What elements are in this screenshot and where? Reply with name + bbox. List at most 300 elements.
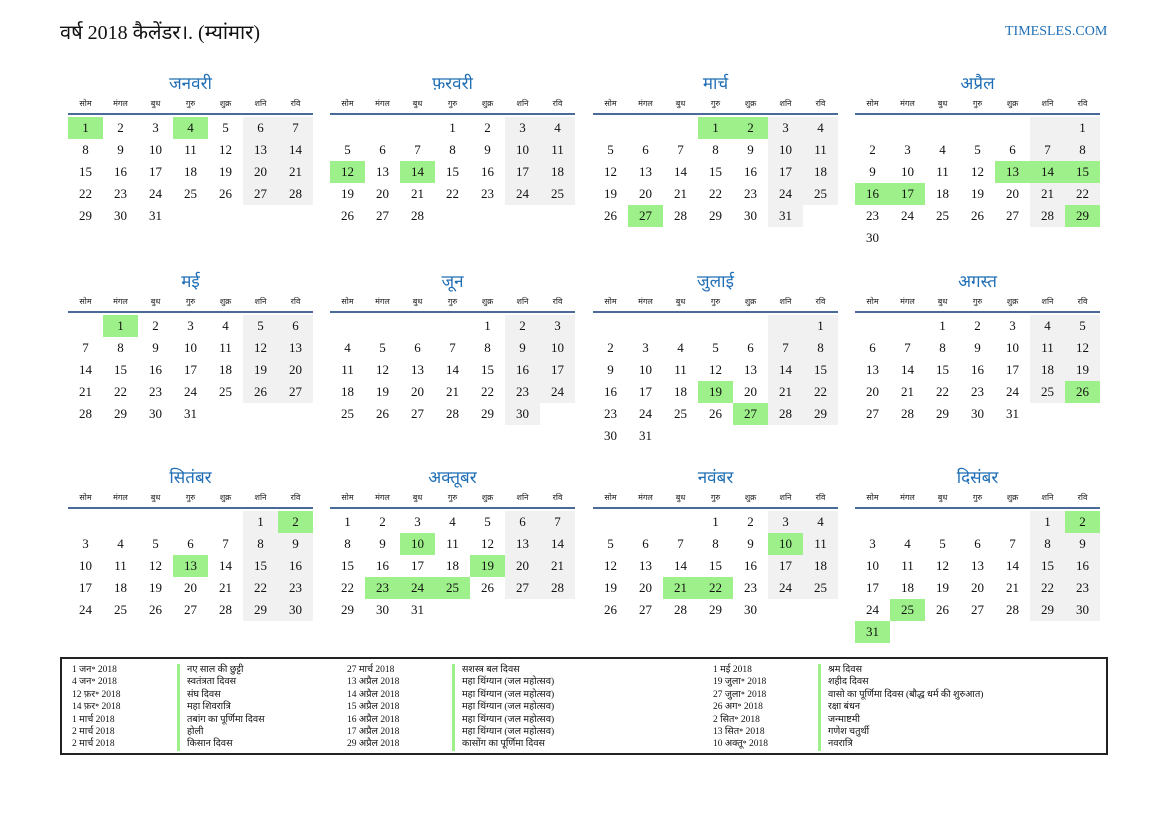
weekday-label: शुक्र xyxy=(219,297,232,306)
month-calendar xyxy=(330,271,575,425)
empty-cell xyxy=(330,315,365,337)
day-cell: 5 xyxy=(1065,315,1100,337)
holiday-marker xyxy=(177,664,180,676)
day-cell: 7 xyxy=(82,340,89,355)
holiday-name: गणेश चतुर्थी xyxy=(828,726,870,737)
day-cell: 12 xyxy=(481,536,494,551)
day-cell: 11 xyxy=(803,533,838,555)
weekday-label: मंगल xyxy=(638,297,653,306)
empty-cell xyxy=(890,315,925,337)
day-cell: 25 xyxy=(803,183,838,205)
weekday-label: बुध xyxy=(675,493,686,502)
day-cell: 25 xyxy=(890,599,925,621)
day-cell: 21 xyxy=(278,161,313,183)
day-cell: 17 xyxy=(540,359,575,381)
weekday-label: गुरु xyxy=(185,493,196,502)
day-cell: 20 xyxy=(505,555,540,577)
holiday-marker xyxy=(818,689,821,701)
day-cell: 15 xyxy=(803,359,838,381)
legend-column xyxy=(703,664,983,751)
day-cell: 20 xyxy=(971,580,984,595)
day-cell: 28 xyxy=(79,406,92,421)
holiday-row xyxy=(62,701,265,713)
day-cell: 23 xyxy=(278,577,313,599)
weekday-label: सोम xyxy=(866,99,879,108)
day-cell: 11 xyxy=(184,142,197,157)
holiday-name: सशस्त्र बल दिवस xyxy=(462,665,520,675)
day-cell: 4 xyxy=(904,536,911,551)
holiday-marker xyxy=(452,726,455,738)
holiday-name: कासोंग का पूर्णिमा दिवस xyxy=(462,739,545,750)
empty-cell xyxy=(855,315,890,337)
empty-cell xyxy=(925,117,960,139)
day-cell: 17 xyxy=(768,161,803,183)
day-cell: 22 xyxy=(698,577,733,599)
weekday-label: शनि xyxy=(1041,493,1054,502)
holiday-marker xyxy=(452,714,455,726)
day-cell: 6 xyxy=(243,117,278,139)
weekday-label: सोम xyxy=(79,99,92,108)
day-cell: 15 xyxy=(709,558,722,573)
holiday-row xyxy=(62,726,265,738)
weekday-label: रवि xyxy=(290,99,301,108)
weekday-label: शुक्र xyxy=(481,493,494,502)
month-name: नवंबर xyxy=(697,468,734,487)
holiday-name: महा थिंग्यान (जल महोत्सव) xyxy=(462,677,555,688)
day-cell: 18 xyxy=(803,555,838,577)
day-cell: 26 xyxy=(971,208,984,223)
day-cell: 16 xyxy=(855,183,890,205)
day-cell: 10 xyxy=(400,533,435,555)
day-cell: 13 xyxy=(278,337,313,359)
holiday-marker xyxy=(818,701,821,713)
day-cell: 3 xyxy=(540,315,575,337)
day-cell: 30 xyxy=(505,403,540,425)
weekday-label: रवि xyxy=(1077,99,1088,108)
day-cell: 17 xyxy=(890,183,925,205)
holiday-marker xyxy=(177,676,180,688)
day-cell: 12 xyxy=(709,362,722,377)
weekday-label: गुरु xyxy=(447,493,458,502)
day-cell: 22 xyxy=(1065,183,1100,205)
month-calendar xyxy=(855,271,1100,425)
holiday-date: 16 अप्रैल 2018 xyxy=(347,714,400,725)
weekday-header xyxy=(593,491,838,509)
day-cell: 13 xyxy=(639,558,652,573)
weekday-label: बुध xyxy=(412,297,423,306)
day-cell: 2 xyxy=(1065,511,1100,533)
weekday-header xyxy=(68,97,313,115)
day-cell: 29 xyxy=(803,403,838,425)
day-cell: 21 xyxy=(446,384,459,399)
weekday-label: शुक्र xyxy=(1006,297,1019,306)
holiday-name: वासो का पूर्णिमा दिवस (बौद्ध धर्म की शुरुआत) xyxy=(828,689,984,700)
day-cell: 20 xyxy=(278,359,313,381)
month-calendar xyxy=(330,73,575,227)
day-cell: 2 xyxy=(117,120,124,135)
day-cell: 24 xyxy=(866,602,879,617)
day-cell: 27 xyxy=(733,403,768,425)
day-cell: 6 xyxy=(642,536,649,551)
day-grid xyxy=(593,315,838,447)
day-cell: 1 xyxy=(1065,117,1100,139)
holiday-row xyxy=(337,726,554,738)
weekday-label: गुरु xyxy=(972,99,983,108)
day-cell: 29 xyxy=(79,208,92,223)
holiday-name: नए साल की छुट्टी xyxy=(187,665,244,675)
holiday-marker xyxy=(452,689,455,701)
weekday-label: रवि xyxy=(815,99,826,108)
holiday-name: महा शिवरात्रि xyxy=(187,702,231,713)
day-cell: 19 xyxy=(698,381,733,403)
holiday-marker xyxy=(452,676,455,688)
day-cell: 8 xyxy=(1065,139,1100,161)
weekday-label: मंगल xyxy=(900,493,915,502)
day-cell: 20 xyxy=(744,384,757,399)
day-cell: 23 xyxy=(744,580,757,595)
weekday-label: सोम xyxy=(341,493,354,502)
empty-cell xyxy=(733,315,768,337)
day-cell: 24 xyxy=(400,577,435,599)
day-cell: 13 xyxy=(744,362,757,377)
day-cell: 12 xyxy=(219,142,232,157)
day-cell: 8 xyxy=(117,340,124,355)
empty-cell xyxy=(593,511,628,533)
day-cell: 31 xyxy=(184,406,197,421)
day-cell: 30 xyxy=(376,602,389,617)
day-grid xyxy=(68,315,313,425)
day-cell: 11 xyxy=(901,558,914,573)
empty-cell xyxy=(365,315,400,337)
weekday-label: शनि xyxy=(1041,297,1054,306)
day-cell: 26 xyxy=(709,406,722,421)
empty-cell xyxy=(698,315,733,337)
day-cell: 17 xyxy=(505,161,540,183)
day-cell: 21 xyxy=(663,577,698,599)
day-cell: 30 xyxy=(971,406,984,421)
day-cell: 22 xyxy=(936,384,949,399)
day-cell: 26 xyxy=(376,406,389,421)
holiday-name: श्रम दिवस xyxy=(828,665,862,675)
holiday-date: 12 फ़र॰ 2018 xyxy=(72,689,121,700)
weekday-label: शुक्र xyxy=(1006,493,1019,502)
day-cell: 11 xyxy=(114,558,127,573)
day-cell: 20 xyxy=(639,580,652,595)
weekday-header xyxy=(593,295,838,313)
day-cell: 1 xyxy=(1030,511,1065,533)
weekday-label: मंगल xyxy=(638,99,653,108)
day-cell: 16 xyxy=(114,164,127,179)
day-cell: 8 xyxy=(712,142,719,157)
weekday-label: शुक्र xyxy=(744,297,757,306)
weekday-header xyxy=(855,97,1100,115)
day-cell: 14 xyxy=(674,558,687,573)
day-cell: 12 xyxy=(376,362,389,377)
day-cell: 13 xyxy=(376,164,389,179)
weekday-label: गुरु xyxy=(710,297,721,306)
day-cell: 1 xyxy=(344,514,351,529)
holiday-marker xyxy=(818,726,821,738)
empty-cell xyxy=(663,511,698,533)
empty-cell xyxy=(173,511,208,533)
day-cell: 4 xyxy=(449,514,456,529)
day-grid xyxy=(330,511,575,621)
weekday-label: रवि xyxy=(290,297,301,306)
weekday-label: सोम xyxy=(341,297,354,306)
day-cell: 19 xyxy=(243,359,278,381)
weekday-label: गुरु xyxy=(710,99,721,108)
day-cell: 19 xyxy=(936,580,949,595)
day-cell: 4 xyxy=(344,340,351,355)
day-cell: 23 xyxy=(114,186,127,201)
empty-cell xyxy=(1030,117,1065,139)
day-cell: 10 xyxy=(540,337,575,359)
day-cell: 13 xyxy=(411,362,424,377)
day-cell: 14 xyxy=(674,164,687,179)
holiday-row xyxy=(62,664,265,676)
day-cell: 7 xyxy=(540,511,575,533)
weekday-label: शनि xyxy=(254,99,267,108)
day-cell: 23 xyxy=(365,577,400,599)
day-cell: 18 xyxy=(341,384,354,399)
day-cell: 4 xyxy=(222,318,229,333)
day-cell: 20 xyxy=(866,384,879,399)
holiday-row xyxy=(62,714,265,726)
day-cell: 28 xyxy=(901,406,914,421)
day-cell: 30 xyxy=(149,406,162,421)
holiday-row xyxy=(62,738,265,750)
day-cell: 6 xyxy=(642,142,649,157)
month-name: फ़रवरी xyxy=(432,74,473,93)
day-cell: 22 xyxy=(243,577,278,599)
month-calendar xyxy=(68,73,313,227)
weekday-label: गुरु xyxy=(185,297,196,306)
day-cell: 16 xyxy=(149,362,162,377)
day-cell: 7 xyxy=(414,142,421,157)
day-cell: 25 xyxy=(219,384,232,399)
day-cell: 23 xyxy=(971,384,984,399)
day-cell: 15 xyxy=(1030,555,1065,577)
day-grid xyxy=(593,511,838,621)
empty-cell xyxy=(960,117,995,139)
weekday-label: मंगल xyxy=(113,297,128,306)
month-name: अप्रैल xyxy=(960,74,995,93)
day-cell: 19 xyxy=(604,580,617,595)
day-cell: 5 xyxy=(152,536,159,551)
holiday-date: 1 मार्च 2018 xyxy=(72,714,115,725)
day-cell: 16 xyxy=(971,362,984,377)
day-cell: 4 xyxy=(677,340,684,355)
day-cell: 27 xyxy=(505,577,540,599)
empty-cell xyxy=(628,117,663,139)
day-cell: 16 xyxy=(1065,555,1100,577)
day-grid xyxy=(330,315,575,425)
day-cell: 18 xyxy=(1030,359,1065,381)
day-cell: 27 xyxy=(184,602,197,617)
day-cell: 16 xyxy=(744,558,757,573)
day-cell: 28 xyxy=(1006,602,1019,617)
day-cell: 13 xyxy=(639,164,652,179)
day-cell: 19 xyxy=(219,164,232,179)
weekday-label: रवि xyxy=(552,297,563,306)
day-cell: 8 xyxy=(449,142,456,157)
day-cell: 22 xyxy=(446,186,459,201)
empty-cell xyxy=(995,117,1030,139)
day-cell: 3 xyxy=(152,120,159,135)
day-cell: 8 xyxy=(939,340,946,355)
day-cell: 23 xyxy=(149,384,162,399)
day-cell: 17 xyxy=(866,580,879,595)
weekday-label: शुक्र xyxy=(481,297,494,306)
day-cell: 12 xyxy=(1065,337,1100,359)
day-cell: 16 xyxy=(376,558,389,573)
day-cell: 24 xyxy=(768,577,803,599)
weekday-header xyxy=(593,97,838,115)
empty-cell xyxy=(330,117,365,139)
day-cell: 1 xyxy=(449,120,456,135)
weekday-label: सोम xyxy=(604,297,617,306)
day-cell: 20 xyxy=(376,186,389,201)
day-cell: 30 xyxy=(744,602,757,617)
day-cell: 9 xyxy=(974,340,981,355)
month-calendar xyxy=(593,467,838,621)
weekday-header xyxy=(330,97,575,115)
weekday-label: गुरु xyxy=(185,99,196,108)
day-cell: 14 xyxy=(400,161,435,183)
weekday-label: गुरु xyxy=(447,99,458,108)
weekday-label: रवि xyxy=(552,493,563,502)
day-cell: 29 xyxy=(709,602,722,617)
weekday-header xyxy=(855,295,1100,313)
day-cell: 1 xyxy=(803,315,838,337)
day-cell: 14 xyxy=(1030,161,1065,183)
day-cell: 26 xyxy=(341,208,354,223)
day-cell: 10 xyxy=(149,142,162,157)
weekday-label: मंगल xyxy=(375,99,390,108)
holiday-name: महा थिंग्यान (जल महोत्सव) xyxy=(462,714,555,725)
day-cell: 16 xyxy=(604,384,617,399)
month-calendar xyxy=(855,467,1100,643)
day-cell: 22 xyxy=(803,381,838,403)
holiday-date: 19 जुला॰ 2018 xyxy=(713,677,767,688)
day-cell: 16 xyxy=(744,164,757,179)
day-cell: 3 xyxy=(869,536,876,551)
day-cell: 28 xyxy=(674,208,687,223)
weekday-label: शुक्र xyxy=(219,99,232,108)
day-cell: 24 xyxy=(768,183,803,205)
day-grid xyxy=(593,117,838,227)
day-cell: 19 xyxy=(470,555,505,577)
weekday-label: शुक्र xyxy=(744,493,757,502)
holiday-name: नवरात्रि xyxy=(828,739,853,750)
day-cell: 2 xyxy=(733,117,768,139)
legend-column xyxy=(62,664,265,751)
day-cell: 5 xyxy=(243,315,278,337)
day-cell: 8 xyxy=(344,536,351,551)
holiday-marker xyxy=(818,676,821,688)
day-cell: 5 xyxy=(222,120,229,135)
day-cell: 15 xyxy=(341,558,354,573)
day-cell: 13 xyxy=(866,362,879,377)
weekday-label: मंगल xyxy=(113,99,128,108)
day-cell: 3 xyxy=(768,511,803,533)
day-cell: 31 xyxy=(639,428,652,443)
day-cell: 18 xyxy=(674,384,687,399)
day-cell: 30 xyxy=(114,208,127,223)
holiday-name: संघ दिवस xyxy=(187,689,221,700)
day-cell: 7 xyxy=(1030,139,1065,161)
holiday-date: 27 जुला॰ 2018 xyxy=(713,689,767,700)
day-cell: 6 xyxy=(278,315,313,337)
weekday-label: गुरु xyxy=(972,297,983,306)
day-cell: 6 xyxy=(974,536,981,551)
holiday-date: 1 जन॰ 2018 xyxy=(72,665,117,675)
day-cell: 9 xyxy=(117,142,124,157)
month-name: दिसंबर xyxy=(956,468,999,487)
weekday-label: मंगल xyxy=(900,297,915,306)
holiday-name: तबांग का पूर्णिमा दिवस xyxy=(187,714,265,725)
weekday-label: सोम xyxy=(604,493,617,502)
day-cell: 14 xyxy=(278,139,313,161)
day-cell: 10 xyxy=(768,139,803,161)
holiday-marker xyxy=(177,738,180,750)
day-cell: 18 xyxy=(901,580,914,595)
holiday-marker xyxy=(452,701,455,713)
day-cell: 18 xyxy=(446,558,459,573)
holiday-name: किसान दिवस xyxy=(187,739,233,750)
holiday-date: 2 मार्च 2018 xyxy=(72,726,115,737)
day-cell: 17 xyxy=(411,558,424,573)
day-cell: 23 xyxy=(1065,577,1100,599)
empty-cell xyxy=(855,117,890,139)
day-cell: 31 xyxy=(768,205,803,227)
holiday-row xyxy=(703,701,983,713)
day-cell: 4 xyxy=(173,117,208,139)
site-link[interactable]: TIMESLES.COM xyxy=(1005,24,1108,39)
day-cell: 11 xyxy=(341,362,354,377)
day-cell: 12 xyxy=(243,337,278,359)
day-grid xyxy=(855,511,1100,643)
holiday-date: 10 अक्तू॰ 2018 xyxy=(713,739,769,750)
month-calendar xyxy=(68,467,313,621)
day-cell: 3 xyxy=(414,514,421,529)
day-cell: 3 xyxy=(82,536,89,551)
day-cell: 22 xyxy=(79,186,92,201)
day-cell: 15 xyxy=(481,362,494,377)
day-cell: 26 xyxy=(604,602,617,617)
day-cell: 27 xyxy=(411,406,424,421)
empty-cell xyxy=(68,315,103,337)
day-cell: 1 xyxy=(243,511,278,533)
day-cell: 23 xyxy=(866,208,879,223)
weekday-label: शनि xyxy=(516,297,529,306)
holiday-date: 14 फ़र॰ 2018 xyxy=(72,702,121,713)
day-cell: 10 xyxy=(768,533,803,555)
day-cell: 17 xyxy=(149,164,162,179)
day-cell: 19 xyxy=(341,186,354,201)
empty-cell xyxy=(208,511,243,533)
day-cell: 16 xyxy=(505,359,540,381)
holiday-row xyxy=(703,689,983,701)
empty-cell xyxy=(768,315,803,337)
day-cell: 29 xyxy=(481,406,494,421)
day-cell: 25 xyxy=(435,577,470,599)
day-cell: 13 xyxy=(243,139,278,161)
day-cell: 3 xyxy=(768,117,803,139)
weekday-label: सोम xyxy=(604,99,617,108)
holiday-row xyxy=(703,664,983,676)
day-cell: 24 xyxy=(184,384,197,399)
